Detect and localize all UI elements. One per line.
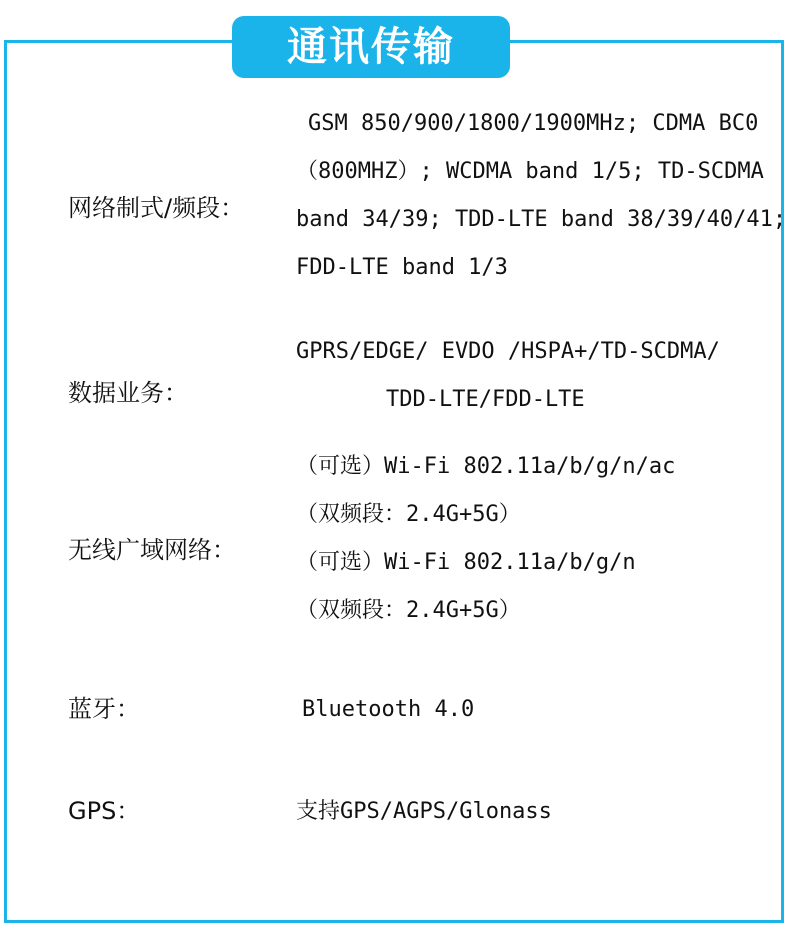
- wireless-wan-value: [296, 443, 675, 635]
- wireless-wan-line-2: （双频段：2.4G+5G）: [296, 502, 521, 527]
- wireless-wan-label: 无线广域网络：: [68, 536, 236, 564]
- data-service-label: 数据业务：: [68, 379, 188, 407]
- bluetooth-label: 蓝牙：: [68, 695, 140, 723]
- wireless-wan-line-4: （双频段：2.4G+5G）: [296, 598, 521, 623]
- network-mode-label: 网络制式/频段：: [68, 194, 245, 222]
- section-title: 通讯传输: [232, 16, 510, 78]
- network-mode-line-2: （800MHZ）; WCDMA band 1/5; TD-SCDMA: [296, 159, 764, 184]
- gps-value: [296, 788, 552, 836]
- bluetooth-value: [296, 686, 474, 734]
- data-service-line-2: TDD-LTE/FDD-LTE: [386, 387, 585, 412]
- network-mode-value: [296, 100, 786, 292]
- bluetooth-line-1: Bluetooth 4.0: [302, 697, 475, 722]
- wireless-wan-line-1: （可选）Wi-Fi 802.11a/b/g/n/ac: [296, 454, 676, 479]
- network-mode-line-3: band 34/39; TDD-LTE band 38/39/40/41;: [296, 207, 787, 232]
- data-service-line-1: GPRS/EDGE/ EVDO /HSPA+/TD-SCDMA/: [296, 339, 720, 364]
- gps-line-1: 支持GPS/AGPS/Glonass: [296, 799, 552, 824]
- network-mode-line-1: GSM 850/900/1800/1900MHz; CDMA BC0: [308, 111, 759, 136]
- wireless-wan-line-3: （可选）Wi-Fi 802.11a/b/g/n: [296, 550, 636, 575]
- gps-label: GPS：: [68, 797, 141, 825]
- network-mode-line-4: FDD-LTE band 1/3: [296, 255, 508, 280]
- data-service-value: [296, 328, 720, 424]
